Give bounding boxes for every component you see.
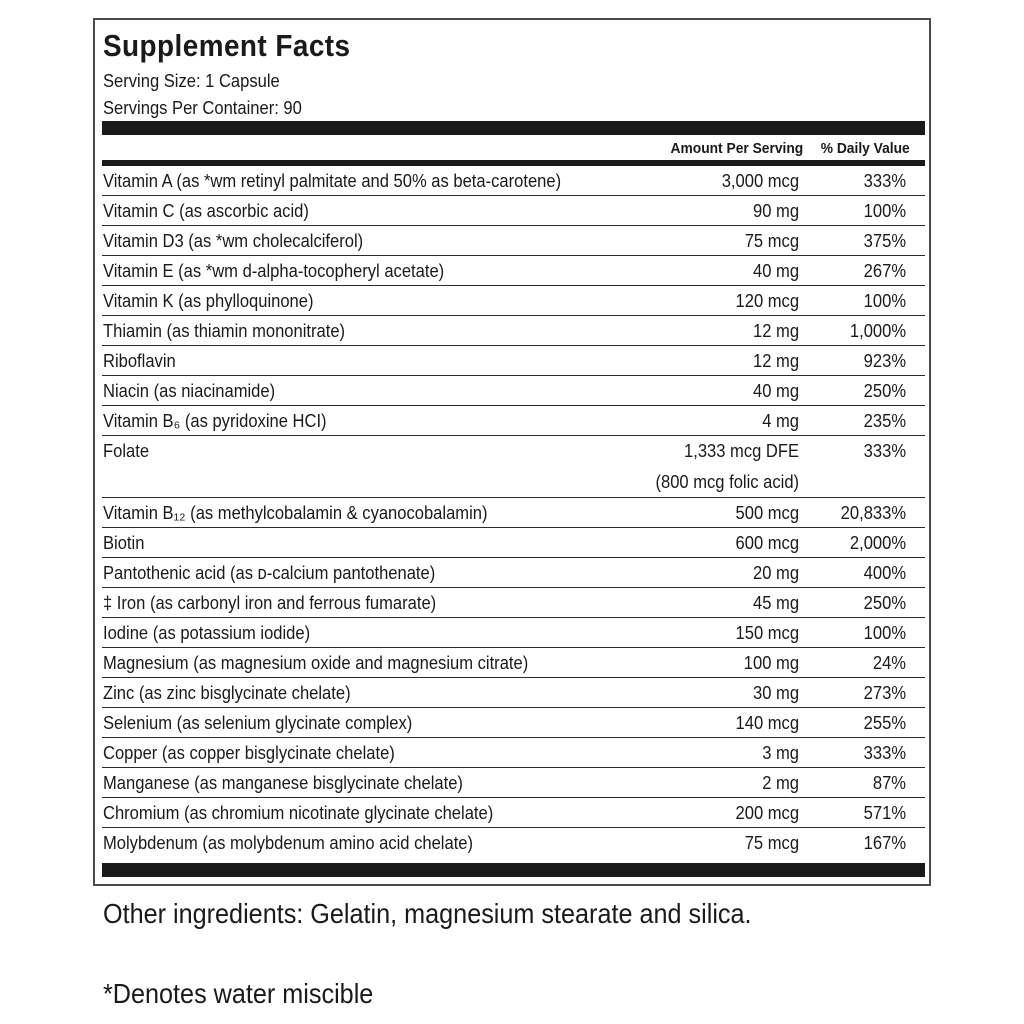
nutrient-daily-value: 100% (863, 291, 906, 311)
nutrient-daily-value: 20,833% (840, 503, 906, 523)
nutrient-name: Copper (as copper bisglycinate chelate) (103, 743, 395, 763)
nutrient-daily-value: 100% (863, 201, 906, 221)
nutrient-row (102, 166, 925, 196)
nutrient-amount: 3 mg (762, 743, 799, 763)
nutrient-row (102, 558, 925, 588)
nutrient-daily-value: 333% (863, 743, 906, 763)
nutrient-amount: 140 mcg (735, 713, 799, 733)
nutrient-name: Iodine (as potassium iodide) (103, 623, 311, 643)
nutrient-daily-value: 400% (863, 563, 906, 583)
nutrient-daily-value: 235% (863, 411, 906, 431)
nutrient-amount: 40 mg (752, 381, 799, 401)
nutrient-row (102, 226, 925, 256)
serving-size: Serving Size: 1 Capsule (103, 71, 280, 91)
water-miscible-note: *Denotes water miscible (103, 978, 374, 1009)
nutrient-name: Thiamin (as thiamin mononitrate) (103, 321, 346, 341)
nutrient-name: Magnesium (as magnesium oxide and magnesium citrate) (103, 653, 529, 673)
nutrient-row (102, 376, 925, 406)
nutrient-row (102, 618, 925, 648)
nutrient-name: Riboflavin (103, 351, 176, 371)
nutrient-row (102, 648, 925, 678)
nutrient-name: Vitamin B₆ (as pyridoxine HCI) (103, 411, 327, 431)
nutrient-amount: 75 mcg (744, 231, 799, 251)
nutrient-row (102, 406, 925, 436)
bottom-divider-bar (102, 863, 925, 877)
nutrient-name: Vitamin K (as phylloquinone) (103, 291, 314, 311)
nutrient-daily-value: 333% (863, 441, 906, 461)
nutrient-row (102, 588, 925, 618)
nutrient-name: Selenium (as selenium glycinate complex) (103, 713, 413, 733)
nutrient-name: Molybdenum (as molybdenum amino acid chelate) (103, 833, 474, 853)
nutrient-amount: 45 mg (752, 593, 799, 613)
nutrient-daily-value: 24% (872, 653, 906, 673)
nutrient-row (102, 346, 925, 376)
other-ingredients: Other ingredients: Gelatin, magnesium stearate and silica. (103, 898, 752, 929)
nutrient-amount: 90 mg (752, 201, 799, 221)
nutrient-row (102, 708, 925, 738)
nutrient-amount: 600 mcg (735, 533, 799, 553)
nutrient-row (102, 286, 925, 316)
nutrient-row (102, 498, 925, 528)
nutrient-amount: 75 mcg (744, 833, 799, 853)
nutrient-amount: 120 mcg (735, 291, 799, 311)
nutrient-amount: 150 mcg (735, 623, 799, 643)
nutrient-amount: 2 mg (762, 773, 799, 793)
nutrient-name: ‡ Iron (as carbonyl iron and ferrous fumarate) (103, 593, 437, 613)
nutrient-amount: 40 mg (752, 261, 799, 281)
nutrient-daily-value: 100% (863, 623, 906, 643)
nutrient-row (102, 528, 925, 558)
nutrient-daily-value: 250% (863, 381, 906, 401)
nutrient-amount (655, 440, 799, 493)
nutrient-daily-value: 571% (863, 803, 906, 823)
nutrient-row (102, 798, 925, 828)
nutrient-name: Vitamin C (as ascorbic acid) (103, 201, 309, 221)
nutrient-amount: 4 mg (762, 411, 799, 431)
nutrient-name: Biotin (103, 533, 145, 553)
nutrient-name: Zinc (as zinc bisglycinate chelate) (103, 683, 351, 703)
nutrient-row (102, 316, 925, 346)
nutrient-name: Vitamin B₁₂ (as methylcobalamin & cyanocobalamin) (103, 503, 488, 523)
servings-per-container: Servings Per Container: 90 (103, 98, 302, 118)
nutrient-amount: 100 mg (743, 653, 799, 673)
nutrient-daily-value: 333% (863, 171, 906, 191)
nutrient-row (102, 678, 925, 708)
nutrient-name: Vitamin A (as *wm retinyl palmitate and 50% as beta-carotene) (103, 171, 562, 191)
nutrient-daily-value: 250% (863, 593, 906, 613)
nutrient-name: Vitamin D3 (as *wm cholecalciferol) (103, 231, 364, 251)
nutrient-daily-value: 923% (863, 351, 906, 371)
header-amount-per-serving: Amount Per Serving (670, 140, 803, 157)
nutrient-name: Chromium (as chromium nicotinate glycinate chelate) (103, 803, 494, 823)
nutrient-daily-value: 1,000% (849, 321, 906, 341)
nutrient-daily-value: 167% (863, 833, 906, 853)
nutrient-daily-value: 2,000% (849, 533, 906, 553)
nutrient-name: Niacin (as niacinamide) (103, 381, 276, 401)
nutrient-amount: 30 mg (752, 683, 799, 703)
panel-title: Supplement Facts (103, 28, 351, 63)
nutrient-row (102, 768, 925, 798)
nutrient-amount-line2: (800 mcg folic acid) (655, 472, 799, 492)
nutrient-amount: 3,000 mcg (721, 171, 799, 191)
nutrient-amount: 20 mg (752, 563, 799, 583)
nutrient-row (102, 256, 925, 286)
nutrient-name: Vitamin E (as *wm d-alpha-tocopheryl acetate) (103, 261, 445, 281)
nutrient-name: Manganese (as manganese bisglycinate chelate) (103, 773, 463, 793)
nutrient-daily-value: 255% (863, 713, 906, 733)
nutrient-table (102, 166, 925, 858)
nutrient-row (102, 738, 925, 768)
nutrient-amount: 12 mg (752, 321, 799, 341)
nutrient-name: Pantothenic acid (as ᴅ-calcium pantothenate) (103, 563, 436, 583)
top-divider-bar (102, 121, 925, 135)
nutrient-name: Folate (103, 441, 150, 461)
nutrient-amount: 12 mg (752, 351, 799, 371)
nutrient-daily-value: 375% (863, 231, 906, 251)
nutrient-daily-value: 267% (863, 261, 906, 281)
nutrient-row (102, 828, 925, 858)
nutrient-row (102, 196, 925, 226)
nutrient-amount-line1: 1,333 mcg DFE (683, 441, 799, 461)
nutrient-row (102, 436, 925, 498)
nutrient-amount: 500 mcg (735, 503, 799, 523)
nutrient-daily-value: 273% (863, 683, 906, 703)
nutrient-amount: 200 mcg (735, 803, 799, 823)
nutrient-daily-value: 87% (872, 773, 906, 793)
supplement-facts-panel (93, 18, 931, 886)
header-daily-value: % Daily Value (821, 140, 910, 157)
